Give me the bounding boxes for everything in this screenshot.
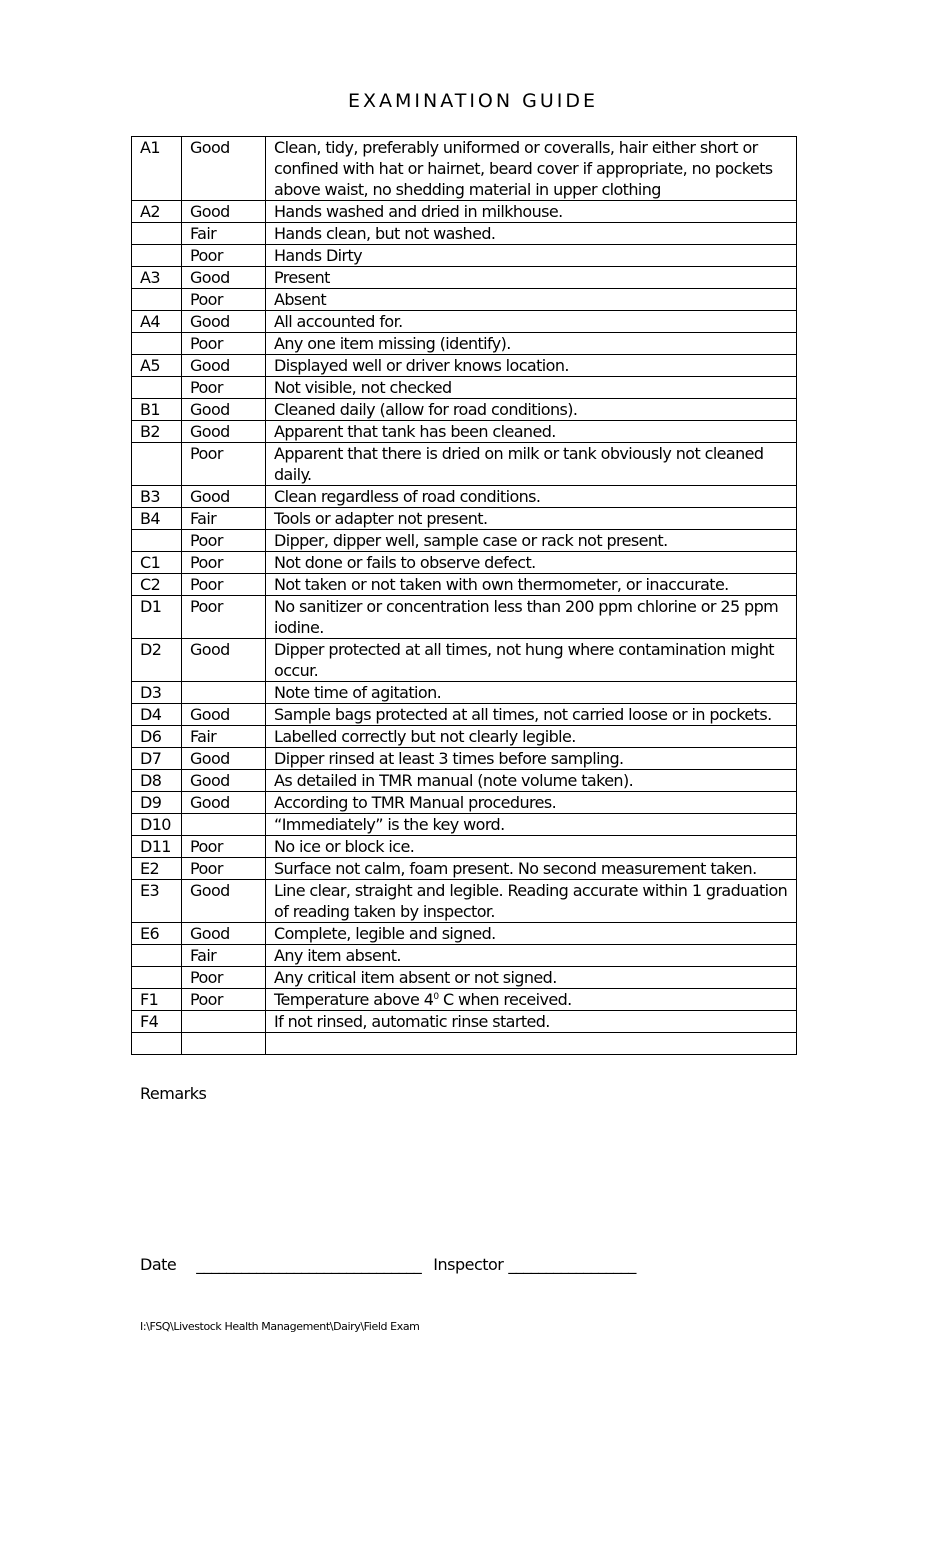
cell-code: D10 (132, 814, 182, 836)
table-row (132, 1011, 797, 1033)
empty-table-row (132, 1033, 797, 1055)
cell-code: E2 (132, 858, 182, 880)
cell-desc: Clean, tidy, preferably uniformed or coveralls, hair either short or confined with hat or hairnet, beard cover if appropriate, no pockets above waist, no shedding material in upper clothing (266, 137, 797, 201)
table-row (132, 836, 797, 858)
cell-code (132, 245, 182, 267)
cell-code (132, 289, 182, 311)
cell-code: D8 (132, 770, 182, 792)
cell-code: F1 (132, 989, 182, 1011)
empty-cell (182, 1033, 266, 1055)
cell-code: A2 (132, 201, 182, 223)
cell-rating (182, 1011, 266, 1033)
examination-guide-table (131, 136, 797, 1055)
cell-desc: Labelled correctly but not clearly legible. (266, 726, 797, 748)
table-row (132, 989, 797, 1011)
cell-rating: Good (182, 704, 266, 726)
cell-code: E3 (132, 880, 182, 923)
cell-desc: As detailed in TMR manual (note volume taken). (266, 770, 797, 792)
cell-desc: Line clear, straight and legible. Reading accurate within 1 graduation of reading taken by inspector. (266, 880, 797, 923)
cell-desc: All accounted for. (266, 311, 797, 333)
date-line: ______________________________ (196, 1255, 422, 1274)
cell-desc: Surface not calm, foam present. No second measurement taken. (266, 858, 797, 880)
cell-desc: Tools or adapter not present. (266, 508, 797, 530)
cell-rating: Poor (182, 574, 266, 596)
cell-rating: Poor (182, 967, 266, 989)
cell-desc: Note time of agitation. (266, 682, 797, 704)
cell-desc: Complete, legible and signed. (266, 923, 797, 945)
cell-desc: Hands clean, but not washed. (266, 223, 797, 245)
cell-code: E6 (132, 923, 182, 945)
inspector-line: _________________ (508, 1255, 636, 1274)
cell-desc: Dipper rinsed at least 3 times before sampling. (266, 748, 797, 770)
cell-code: A3 (132, 267, 182, 289)
desc-text: Temperature above 4 (274, 990, 434, 1009)
cell-rating: Good (182, 399, 266, 421)
cell-rating: Good (182, 770, 266, 792)
cell-rating: Poor (182, 989, 266, 1011)
table-row (132, 770, 797, 792)
table-row (132, 967, 797, 989)
table-row (132, 421, 797, 443)
document-title: EXAMINATION GUIDE (347, 90, 599, 112)
cell-desc: Hands Dirty (266, 245, 797, 267)
cell-desc: Any critical item absent or not signed. (266, 967, 797, 989)
cell-code: D1 (132, 596, 182, 639)
cell-code: B4 (132, 508, 182, 530)
cell-rating: Good (182, 137, 266, 201)
cell-desc: No ice or block ice. (266, 836, 797, 858)
cell-desc: Cleaned daily (allow for road conditions). (266, 399, 797, 421)
table-row (132, 858, 797, 880)
table-row (132, 443, 797, 486)
cell-code: B3 (132, 486, 182, 508)
table-row (132, 201, 797, 223)
table-row (132, 704, 797, 726)
cell-rating: Good (182, 355, 266, 377)
table-row (132, 486, 797, 508)
cell-desc: Any one item missing (identify). (266, 333, 797, 355)
cell-code (132, 530, 182, 552)
cell-desc: Not taken or not taken with own thermometer, or inaccurate. (266, 574, 797, 596)
cell-desc: Not visible, not checked (266, 377, 797, 399)
cell-desc: Clean regardless of road conditions. (266, 486, 797, 508)
cell-code: C2 (132, 574, 182, 596)
cell-rating: Fair (182, 945, 266, 967)
inspector-label: Inspector (433, 1255, 504, 1274)
cell-desc: Hands washed and dried in milkhouse. (266, 201, 797, 223)
cell-code: D11 (132, 836, 182, 858)
table-row (132, 223, 797, 245)
table-row (132, 814, 797, 836)
table-row (132, 333, 797, 355)
cell-code: A1 (132, 137, 182, 201)
cell-code: B2 (132, 421, 182, 443)
cell-rating: Good (182, 923, 266, 945)
desc-text: C when received. (438, 990, 572, 1009)
cell-code: A4 (132, 311, 182, 333)
cell-code: B1 (132, 399, 182, 421)
table-row (132, 399, 797, 421)
cell-code: D2 (132, 639, 182, 682)
table-row (132, 574, 797, 596)
cell-desc: Dipper protected at all times, not hung where contamination might occur. (266, 639, 797, 682)
table-row (132, 596, 797, 639)
cell-code: D6 (132, 726, 182, 748)
cell-rating: Poor (182, 530, 266, 552)
cell-desc: Sample bags protected at all times, not carried loose or in pockets. (266, 704, 797, 726)
cell-rating: Poor (182, 858, 266, 880)
cell-code: D3 (132, 682, 182, 704)
cell-desc: If not rinsed, automatic rinse started. (266, 1011, 797, 1033)
cell-desc: Displayed well or driver knows location. (266, 355, 797, 377)
cell-code (132, 443, 182, 486)
cell-desc: Any item absent. (266, 945, 797, 967)
table-row (132, 552, 797, 574)
table-row (132, 682, 797, 704)
cell-desc: Apparent that there is dried on milk or tank obviously not cleaned daily. (266, 443, 797, 486)
cell-rating: Fair (182, 726, 266, 748)
cell-rating (182, 814, 266, 836)
table-row (132, 267, 797, 289)
remarks-label: Remarks (140, 1084, 207, 1103)
cell-rating: Poor (182, 333, 266, 355)
cell-rating: Poor (182, 443, 266, 486)
table-row (132, 377, 797, 399)
cell-desc: According to TMR Manual procedures. (266, 792, 797, 814)
cell-rating: Good (182, 639, 266, 682)
cell-rating: Poor (182, 289, 266, 311)
cell-desc: Not done or fails to observe defect. (266, 552, 797, 574)
cell-rating: Good (182, 486, 266, 508)
cell-code: C1 (132, 552, 182, 574)
cell-rating: Good (182, 792, 266, 814)
cell-code (132, 377, 182, 399)
cell-rating: Good (182, 748, 266, 770)
cell-rating: Poor (182, 596, 266, 639)
cell-rating: Good (182, 880, 266, 923)
cell-code: D9 (132, 792, 182, 814)
cell-desc: No sanitizer or concentration less than 200 ppm chlorine or 25 ppm iodine. (266, 596, 797, 639)
cell-code: A5 (132, 355, 182, 377)
cell-rating: Poor (182, 552, 266, 574)
empty-cell (132, 1033, 182, 1055)
cell-code (132, 967, 182, 989)
cell-desc: Absent (266, 289, 797, 311)
cell-code: D7 (132, 748, 182, 770)
cell-code (132, 333, 182, 355)
table-row (132, 923, 797, 945)
degree-superscript: 0 (433, 992, 439, 1002)
table-row (132, 880, 797, 923)
table-row (132, 355, 797, 377)
cell-desc: “Immediately” is the key word. (266, 814, 797, 836)
table-row (132, 726, 797, 748)
table-row (132, 289, 797, 311)
table-row (132, 639, 797, 682)
cell-desc (266, 989, 797, 1011)
file-path-footer: I:\FSQ\Livestock Health Management\Dairy\Field Exam (140, 1320, 420, 1333)
table-row (132, 792, 797, 814)
cell-desc: Apparent that tank has been cleaned. (266, 421, 797, 443)
table-row (132, 530, 797, 552)
signature-row (140, 1255, 636, 1274)
cell-rating: Good (182, 267, 266, 289)
cell-rating: Fair (182, 508, 266, 530)
cell-rating: Poor (182, 836, 266, 858)
cell-rating: Poor (182, 377, 266, 399)
cell-rating: Good (182, 201, 266, 223)
guide-table-body (132, 137, 797, 1055)
cell-rating (182, 682, 266, 704)
cell-code (132, 945, 182, 967)
table-row (132, 945, 797, 967)
cell-code: F4 (132, 1011, 182, 1033)
cell-code (132, 223, 182, 245)
empty-cell (266, 1033, 797, 1055)
cell-rating: Fair (182, 223, 266, 245)
cell-code: D4 (132, 704, 182, 726)
table-row (132, 245, 797, 267)
table-row (132, 311, 797, 333)
date-label: Date (140, 1255, 177, 1274)
cell-rating: Good (182, 311, 266, 333)
cell-desc: Dipper, dipper well, sample case or rack not present. (266, 530, 797, 552)
cell-rating: Poor (182, 245, 266, 267)
table-row (132, 137, 797, 201)
table-row (132, 748, 797, 770)
table-row (132, 508, 797, 530)
cell-desc: Present (266, 267, 797, 289)
cell-rating: Good (182, 421, 266, 443)
